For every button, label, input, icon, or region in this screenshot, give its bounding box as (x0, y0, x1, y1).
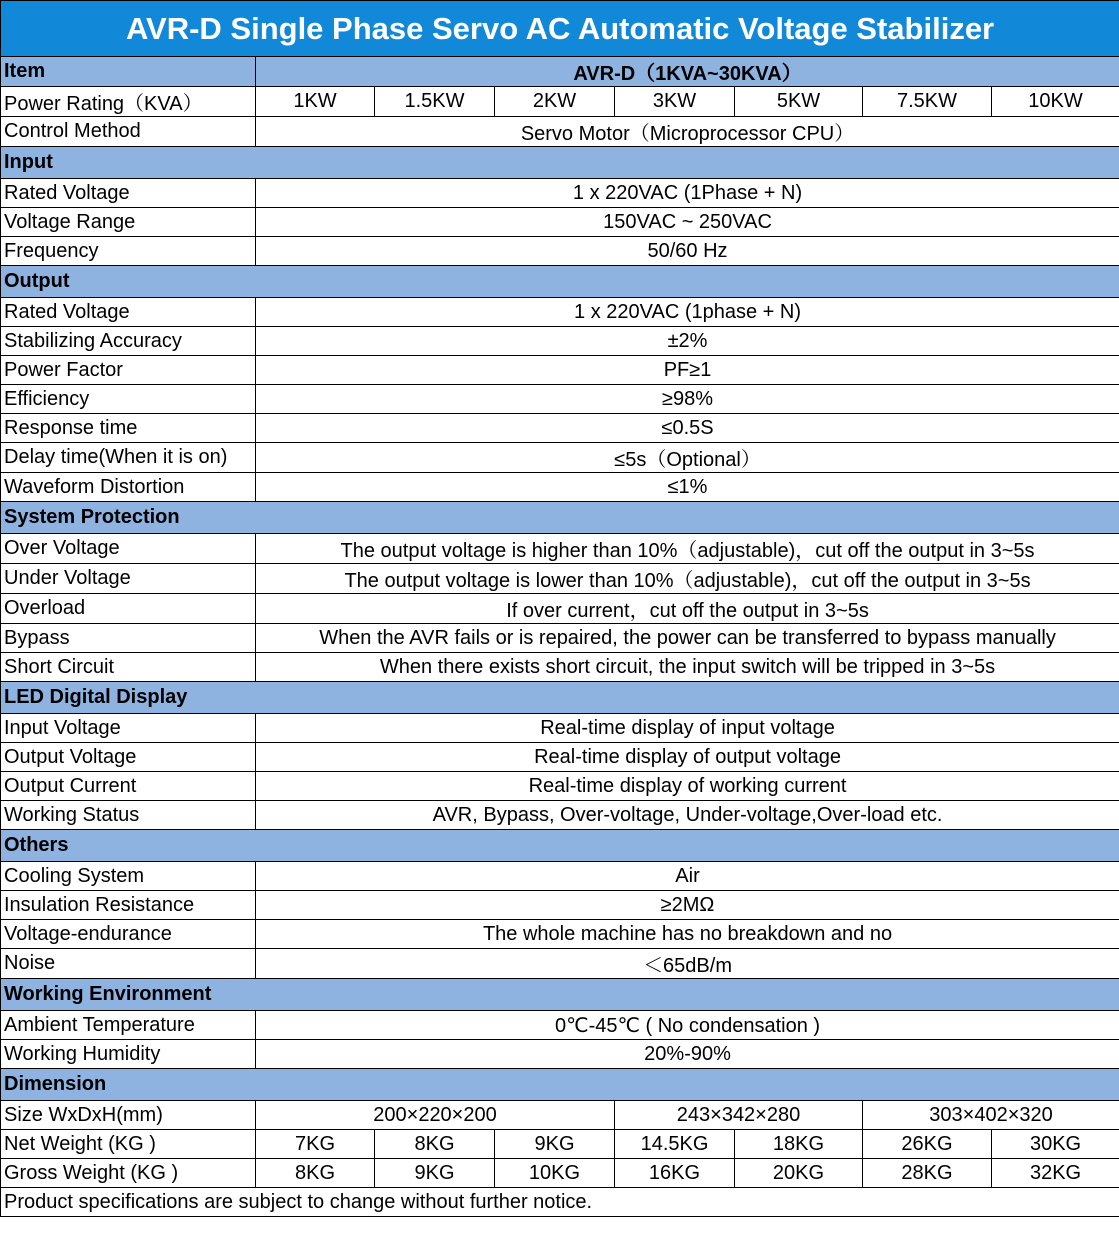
section-header (1, 830, 1119, 862)
row-label: Gross Weight (KG ) (1, 1159, 256, 1188)
row-value: ≤1% (256, 473, 1119, 502)
row-label: Efficiency (1, 385, 256, 414)
row-value: ≥98% (256, 385, 1119, 414)
row-value: Real-time display of input voltage (256, 714, 1119, 743)
row-label: Short Circuit (1, 653, 256, 682)
spec-row (1, 208, 1119, 237)
net-weight-cell: 9KG (495, 1130, 615, 1159)
note-row (1, 1188, 1119, 1217)
control-method-row (1, 117, 1119, 147)
row-value: When there exists short circuit, the input switch will be tripped in 3~5s (256, 653, 1119, 682)
section-title-others: Others (1, 830, 1119, 862)
row-label: Power Rating（KVA） (1, 87, 256, 117)
net-weight-cell: 7KG (256, 1130, 375, 1159)
row-label: Frequency (1, 237, 256, 266)
section-header (1, 502, 1119, 534)
row-label: Over Voltage (1, 534, 256, 564)
page-title: AVR-D Single Phase Servo AC Automatic Voltage Stabilizer (1, 1, 1119, 57)
row-label: Input Voltage (1, 714, 256, 743)
section-title-input: Input (1, 147, 1119, 179)
section-header (1, 266, 1119, 298)
section-title-environment: Working Environment (1, 979, 1119, 1011)
row-label: Cooling System (1, 862, 256, 891)
row-label: Rated Voltage (1, 179, 256, 208)
row-value: ±2% (256, 327, 1119, 356)
row-value: 1 x 220VAC (1Phase + N) (256, 179, 1119, 208)
spec-row (1, 1011, 1119, 1040)
gross-weight-cell: 32KG (992, 1159, 1119, 1188)
row-label: Overload (1, 594, 256, 624)
row-value: Real-time display of working current (256, 772, 1119, 801)
row-label: Under Voltage (1, 564, 256, 594)
section-header (1, 682, 1119, 714)
spec-row (1, 743, 1119, 772)
row-value: The whole machine has no breakdown and no (256, 920, 1119, 949)
net-weight-cell: 26KG (863, 1130, 992, 1159)
section-header (1, 147, 1119, 179)
spec-row (1, 653, 1119, 682)
row-value: 50/60 Hz (256, 237, 1119, 266)
row-value: The output voltage is higher than 10%（adjustable)，cut off the output in 3~5s (256, 534, 1119, 564)
spec-row (1, 714, 1119, 743)
row-value: 20%-90% (256, 1040, 1119, 1069)
row-value: AVR, Bypass, Over-voltage, Under-voltage,Over-load etc. (256, 801, 1119, 830)
net-weight-cell: 30KG (992, 1130, 1119, 1159)
net-weight-cell: 14.5KG (615, 1130, 735, 1159)
spec-row (1, 385, 1119, 414)
section-header (1, 979, 1119, 1011)
spec-row (1, 801, 1119, 830)
gross-weight-cell: 10KG (495, 1159, 615, 1188)
disclaimer-note: Product specifications are subject to change without further notice. (1, 1188, 1119, 1217)
power-rating-row (1, 87, 1119, 117)
spec-row (1, 862, 1119, 891)
row-value: 0℃-45℃ ( No condensation ) (256, 1011, 1119, 1040)
gross-weight-row (1, 1159, 1119, 1188)
spec-row (1, 237, 1119, 266)
header-model-range: AVR-D（1KVA~30KVA） (256, 57, 1119, 87)
row-value: ≤0.5S (256, 414, 1119, 443)
row-label: Delay time(When it is on) (1, 443, 256, 473)
spec-row (1, 298, 1119, 327)
row-value: PF≥1 (256, 356, 1119, 385)
row-value: 150VAC ~ 250VAC (256, 208, 1119, 237)
power-rating-cell: 10KW (992, 87, 1119, 117)
gross-weight-cell: 28KG (863, 1159, 992, 1188)
row-value: If over current，cut off the output in 3~5s (256, 594, 1119, 624)
spec-row (1, 624, 1119, 653)
section-title-protection: System Protection (1, 502, 1119, 534)
row-label: Net Weight (KG ) (1, 1130, 256, 1159)
size-cell: 243×342×280 (615, 1101, 863, 1130)
spec-row (1, 772, 1119, 801)
row-label: Size WxDxH(mm) (1, 1101, 256, 1130)
section-header (1, 1069, 1119, 1101)
size-cell: 303×402×320 (863, 1101, 1119, 1130)
title-row (1, 1, 1119, 57)
row-label: Power Factor (1, 356, 256, 385)
spec-row (1, 534, 1119, 564)
row-value: Real-time display of output voltage (256, 743, 1119, 772)
power-rating-cell: 3KW (615, 87, 735, 117)
spec-row (1, 179, 1119, 208)
spec-row (1, 564, 1119, 594)
spec-row (1, 356, 1119, 385)
gross-weight-cell: 8KG (256, 1159, 375, 1188)
spec-row (1, 594, 1119, 624)
row-label: Voltage-endurance (1, 920, 256, 949)
row-label: Working Humidity (1, 1040, 256, 1069)
spec-row (1, 414, 1119, 443)
row-label: Output Current (1, 772, 256, 801)
power-rating-cell: 1KW (256, 87, 375, 117)
spec-row (1, 473, 1119, 502)
gross-weight-cell: 9KG (375, 1159, 495, 1188)
row-label: Ambient Temperature (1, 1011, 256, 1040)
spec-row (1, 949, 1119, 979)
row-value: Air (256, 862, 1119, 891)
size-row (1, 1101, 1119, 1130)
section-title-dimension: Dimension (1, 1069, 1119, 1101)
row-label: Insulation Resistance (1, 891, 256, 920)
section-title-output: Output (1, 266, 1119, 298)
row-label: Response time (1, 414, 256, 443)
power-rating-cell: 1.5KW (375, 87, 495, 117)
row-value: 1 x 220VAC (1phase + N) (256, 298, 1119, 327)
net-weight-cell: 8KG (375, 1130, 495, 1159)
power-rating-cell: 7.5KW (863, 87, 992, 117)
power-rating-cell: 5KW (735, 87, 863, 117)
section-title-display: LED Digital Display (1, 682, 1119, 714)
row-value: ≤5s（Optional） (256, 443, 1119, 473)
spec-row (1, 920, 1119, 949)
row-label: Rated Voltage (1, 298, 256, 327)
gross-weight-cell: 20KG (735, 1159, 863, 1188)
row-label: Noise (1, 949, 256, 979)
row-value: The output voltage is lower than 10%（adjustable)，cut off the output in 3~5s (256, 564, 1119, 594)
gross-weight-cell: 16KG (615, 1159, 735, 1188)
row-label: Working Status (1, 801, 256, 830)
spec-row (1, 443, 1119, 473)
row-value: When the AVR fails or is repaired, the power can be transferred to bypass manually (256, 624, 1119, 653)
row-label: Waveform Distortion (1, 473, 256, 502)
power-rating-cell: 2KW (495, 87, 615, 117)
spec-row (1, 1040, 1119, 1069)
spec-row (1, 327, 1119, 356)
row-label: Output Voltage (1, 743, 256, 772)
spec-row (1, 891, 1119, 920)
header-row (1, 57, 1119, 87)
row-label: Control Method (1, 117, 256, 147)
header-item-label: Item (1, 57, 256, 87)
net-weight-row (1, 1130, 1119, 1159)
row-label: Bypass (1, 624, 256, 653)
row-label: Voltage Range (1, 208, 256, 237)
row-value: Servo Motor（Microprocessor CPU） (256, 117, 1119, 147)
row-value: ＜65dB/m (256, 949, 1119, 979)
row-value: ≥2MΩ (256, 891, 1119, 920)
row-label: Stabilizing Accuracy (1, 327, 256, 356)
net-weight-cell: 18KG (735, 1130, 863, 1159)
size-cell: 200×220×200 (256, 1101, 615, 1130)
